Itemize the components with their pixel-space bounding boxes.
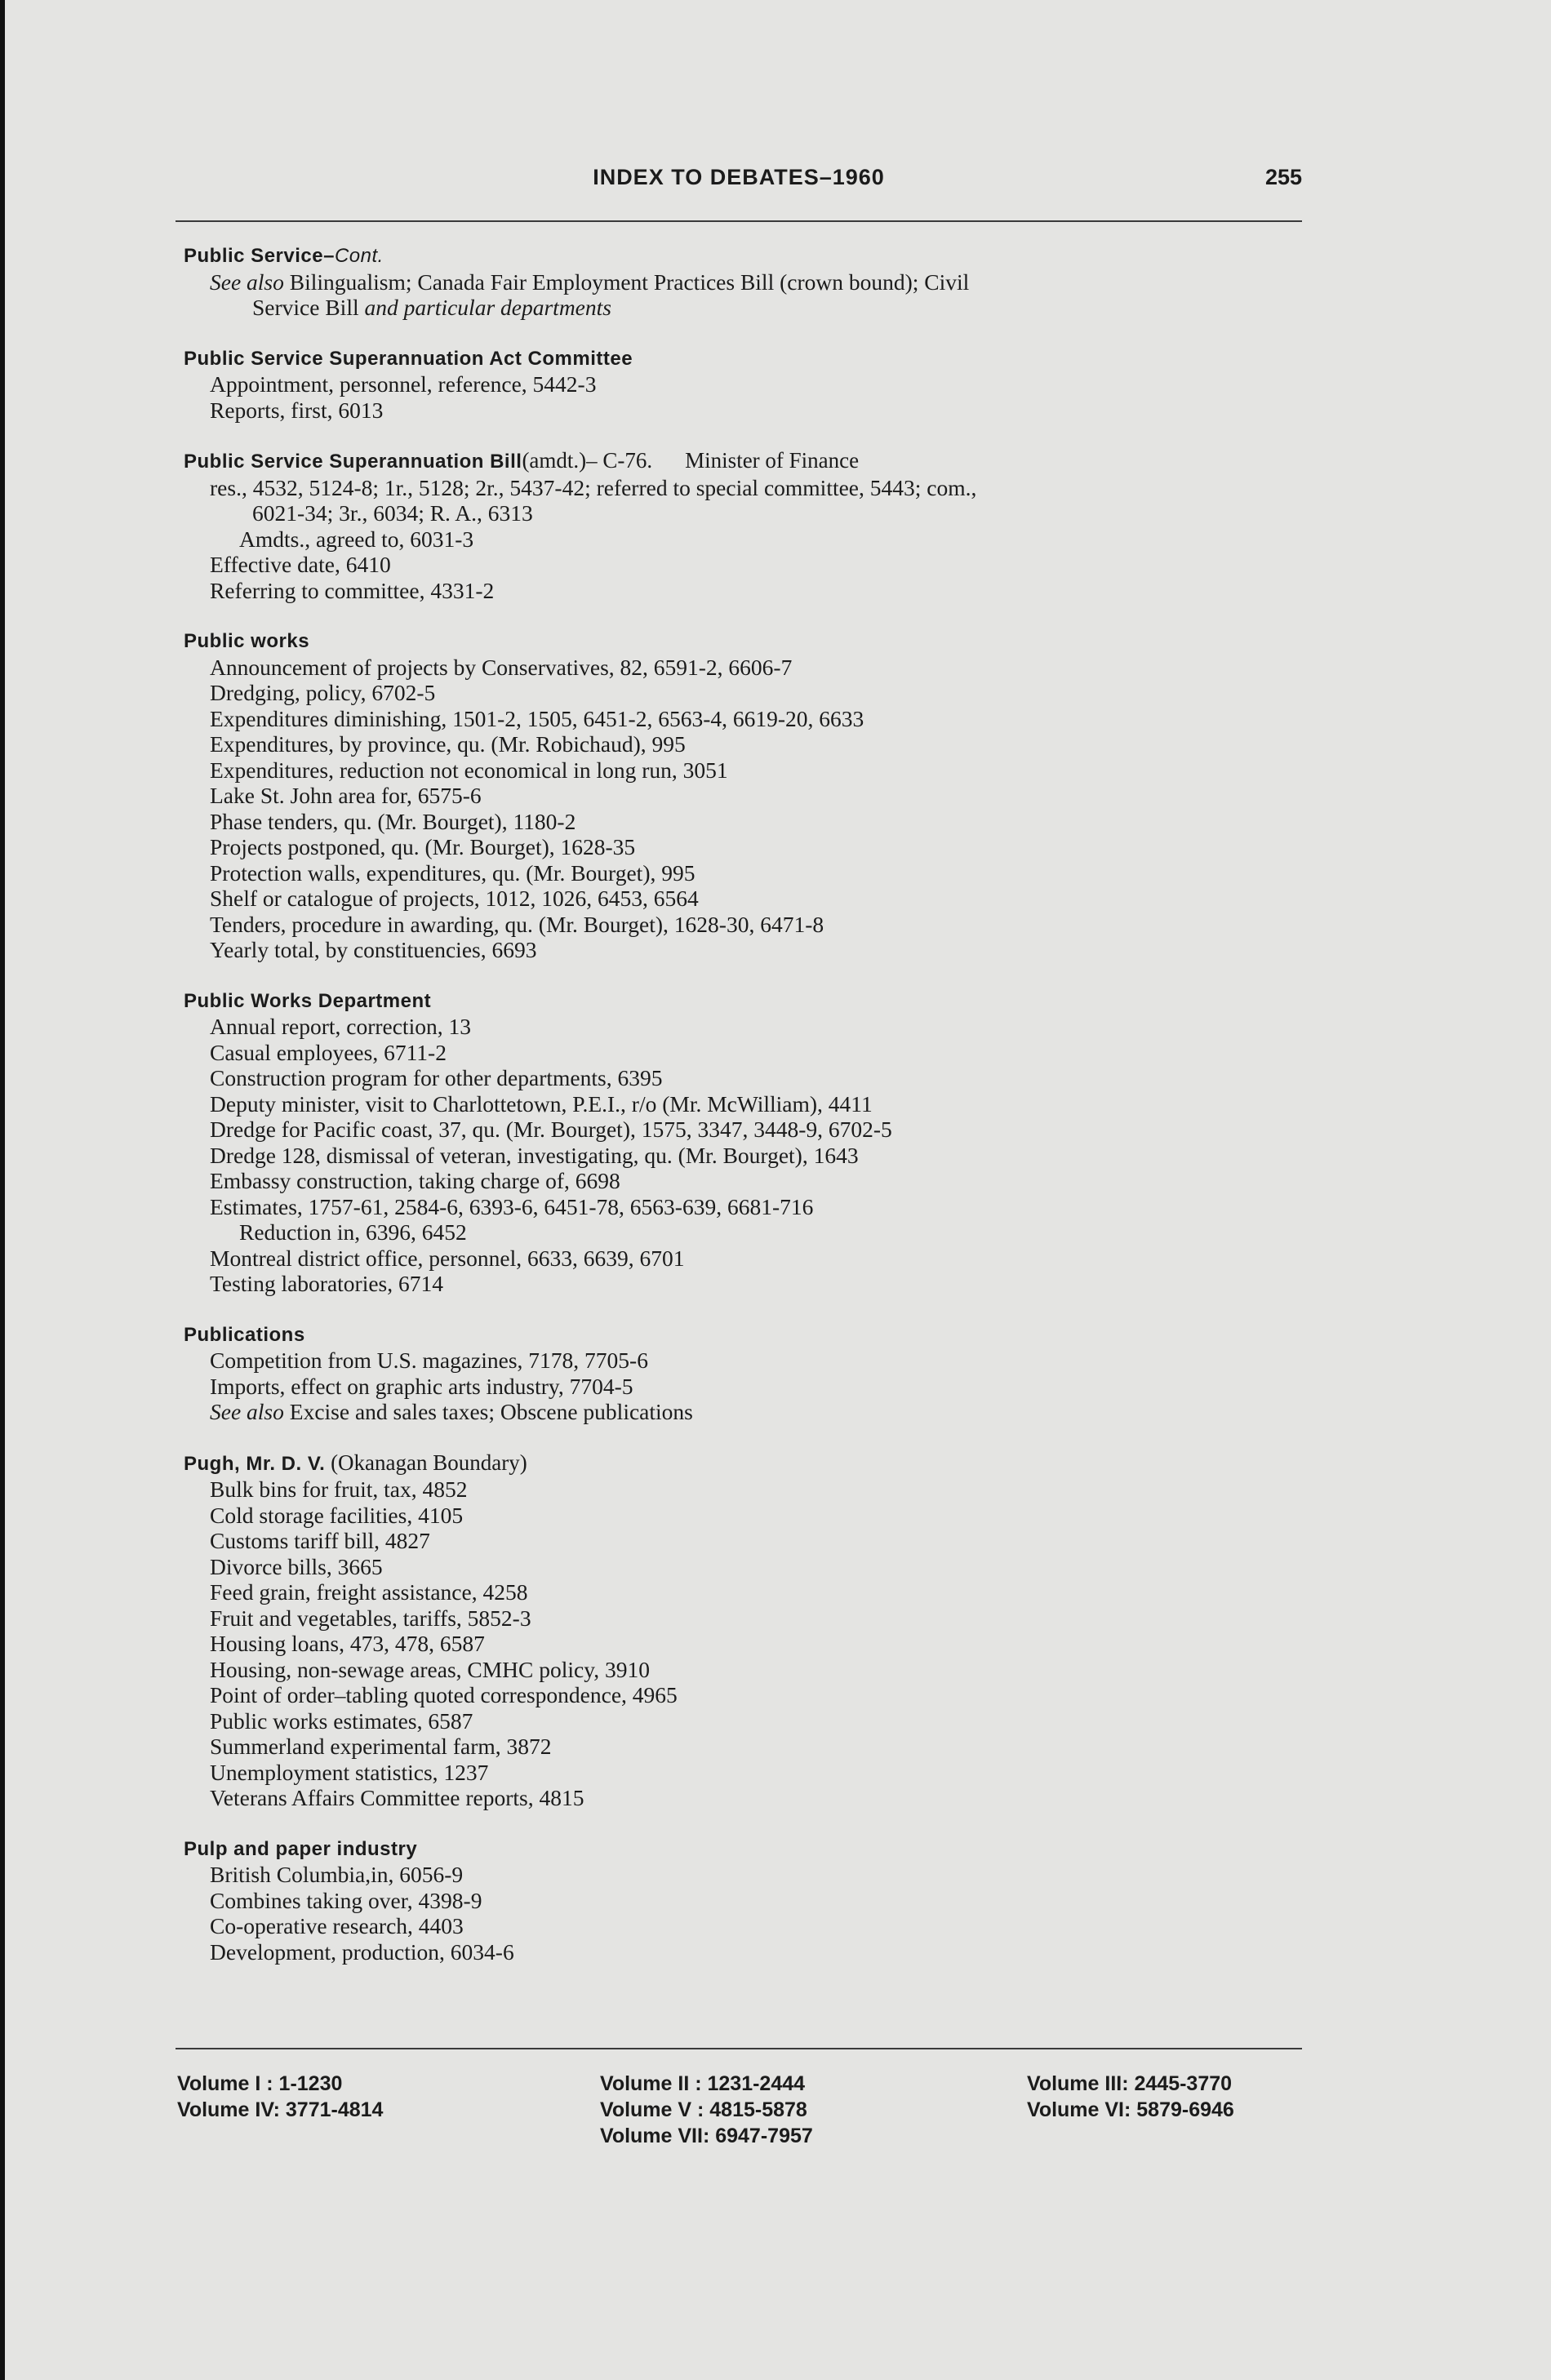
volume-key-column — [177, 2071, 383, 2123]
index-entry: Veterans Affairs Committee reports, 4815 — [210, 1785, 584, 1810]
index-entry: Tenders, procedure in awarding, qu. (Mr. Bourget), 1628-30, 6471-8 — [210, 911, 824, 937]
readings-continuation: 6021-34; 3r., 6034; R. A., 6313 — [252, 500, 533, 526]
see-also-continuation: Service Bill and particular departments — [252, 295, 611, 320]
index-entry: Phase tenders, qu. (Mr. Bourget), 1180-2 — [210, 808, 576, 834]
section-heading: Public works — [184, 630, 310, 652]
index-entry: Housing, non-sewage areas, CMHC policy, 3910 — [210, 1656, 650, 1682]
index-entry: Imports, effect on graphic arts industry, 7704-5 — [210, 1373, 633, 1399]
index-entry: Annual report, correction, 13 — [210, 1014, 471, 1039]
index-entry: Estimates, 1757-61, 2584-6, 6393-6, 6451-78, 6563-639, 6681-716 — [210, 1193, 814, 1219]
page-number: 255 — [1264, 165, 1302, 189]
index-section — [184, 988, 1294, 1297]
index-subentry: Reduction in, 6396, 6452 — [239, 1219, 467, 1245]
index-body — [184, 243, 1294, 1990]
index-entry: Lake St. John area for, 6575-6 — [210, 783, 482, 808]
index-entry: Appointment, personnel, reference, 5442-3 — [210, 371, 597, 397]
index-entry: Dredge for Pacific coast, 37, qu. (Mr. Bourget), 1575, 3347, 3448-9, 6702-5 — [210, 1117, 892, 1142]
index-entry: British Columbia,in, 6056-9 — [210, 1862, 464, 1887]
index-entry: Divorce bills, 3665 — [210, 1553, 383, 1579]
index-section — [184, 1450, 1294, 1811]
volume-range: Volume II : 1231-2444 — [600, 2072, 806, 2095]
index-entry: Bulk bins for fruit, tax, 4852 — [210, 1476, 468, 1502]
index-entry: Point of order–tabling quoted correspondence, 4965 — [210, 1682, 678, 1707]
index-entry: Projects postponed, qu. (Mr. Bourget), 1628-35 — [210, 834, 636, 859]
index-entry: Construction program for other departments, 6395 — [210, 1065, 663, 1090]
footer-rule — [176, 2048, 1302, 2049]
index-entry: Unemployment statistics, 1237 — [210, 1759, 489, 1785]
index-entry: Dredging, policy, 6702-5 — [210, 680, 436, 705]
index-section — [184, 1322, 1294, 1425]
header-rule — [176, 220, 1302, 222]
section-heading: Public Works Department — [184, 989, 432, 1012]
index-entry: Testing laboratories, 6714 — [210, 1271, 443, 1296]
volume-range: Volume VII: 6947-7957 — [600, 2125, 813, 2147]
section-heading: Publications — [184, 1323, 305, 1346]
index-entry: Development, production, 6034-6 — [210, 1938, 514, 1965]
index-entry: Customs tariff bill, 4827 — [210, 1528, 430, 1553]
readings-entry: res., 4532, 5124-8; 1r., 5128; 2r., 5437-42; referred to special committee, 5443; com., — [210, 474, 977, 500]
index-entry: Announcement of projects by Conservatives, 82, 6591-2, 6606-7 — [210, 654, 793, 680]
scan-page-edge — [0, 0, 5, 2380]
index-entry: Shelf or catalogue of projects, 1012, 1026, 6453, 6564 — [210, 886, 699, 911]
running-head — [176, 165, 1302, 198]
see-also-entry: See also Excise and sales taxes; Obscene publications — [210, 1399, 693, 1424]
volume-key-column — [1027, 2071, 1234, 2123]
section-heading: Public Service–Cont. — [184, 245, 384, 267]
index-entry: Competition from U.S. magazines, 7178, 7705-6 — [210, 1348, 648, 1373]
index-entry: Embassy construction, taking charge of, 6698 — [210, 1168, 620, 1193]
index-entry: Referring to committee, 4331-2 — [210, 577, 495, 603]
index-entry: Effective date, 6410 — [210, 552, 391, 577]
index-entry: Cold storage facilities, 4105 — [210, 1502, 464, 1528]
see-also-entry: See also Bilingualism; Canada Fair Employment Practices Bill (crown bound); Civil — [210, 269, 970, 295]
index-section — [184, 628, 1294, 963]
index-entry: Feed grain, freight assistance, 4258 — [210, 1579, 528, 1605]
index-entry: Protection walls, expenditures, qu. (Mr. Bourget), 995 — [210, 859, 696, 886]
volume-range: Volume III: 2445-3770 — [1027, 2072, 1233, 2095]
index-section — [184, 243, 1294, 321]
index-section — [184, 346, 1294, 424]
index-entry: Montreal district office, personnel, 6633, 6639, 6701 — [210, 1245, 685, 1271]
section-heading: Public Service Superannuation Bill(amdt.)– C-76. Minister of Finance — [184, 448, 860, 473]
index-entry: Deputy minister, visit to Charlottetown, P.E.I., r/o (Mr. McWilliam), 4411 — [210, 1090, 873, 1117]
section-heading: Public Service Superannuation Act Committee — [184, 347, 633, 370]
index-entry: Expenditures diminishing, 1501-2, 1505, 6451-2, 6563-4, 6619-20, 6633 — [210, 705, 864, 731]
volume-range: Volume I : 1-1230 — [177, 2072, 343, 2095]
index-entry: Expenditures, by province, qu. (Mr. Robichaud), 995 — [210, 731, 686, 757]
index-entry: Casual employees, 6711-2 — [210, 1039, 447, 1065]
volume-range: Volume V : 4815-5878 — [600, 2098, 807, 2121]
volume-key-column — [600, 2071, 813, 2149]
index-entry: Co-operative research, 4403 — [210, 1913, 464, 1938]
section-heading: Pulp and paper industry — [184, 1837, 418, 1860]
index-section — [184, 448, 1294, 603]
volume-range: Volume VI: 5879-6946 — [1027, 2098, 1234, 2121]
index-entry: Housing loans, 473, 478, 6587 — [210, 1631, 485, 1656]
volume-range: Volume IV: 3771-4814 — [177, 2098, 384, 2121]
section-heading: Pugh, Mr. D. V. (Okanagan Boundary) — [184, 1450, 527, 1475]
running-title: INDEX TO DEBATES–1960 — [593, 165, 885, 189]
index-entry: Yearly total, by constituencies, 6693 — [210, 937, 537, 962]
index-entry: Fruit and vegetables, tariffs, 5852-3 — [210, 1605, 531, 1631]
index-section — [184, 1836, 1294, 1965]
index-entry: Public works estimates, 6587 — [210, 1707, 473, 1734]
index-entry: Expenditures, reduction not economical in long run, 3051 — [210, 757, 728, 783]
index-entry: Reports, first, 6013 — [210, 397, 384, 423]
index-entry: Dredge 128, dismissal of veteran, investigating, qu. (Mr. Bourget), 1643 — [210, 1142, 859, 1168]
index-entry: Summerland experimental farm, 3872 — [210, 1734, 552, 1759]
index-entry: Combines taking over, 4398-9 — [210, 1887, 482, 1913]
index-subentry: Amdts., agreed to, 6031-3 — [239, 526, 474, 552]
